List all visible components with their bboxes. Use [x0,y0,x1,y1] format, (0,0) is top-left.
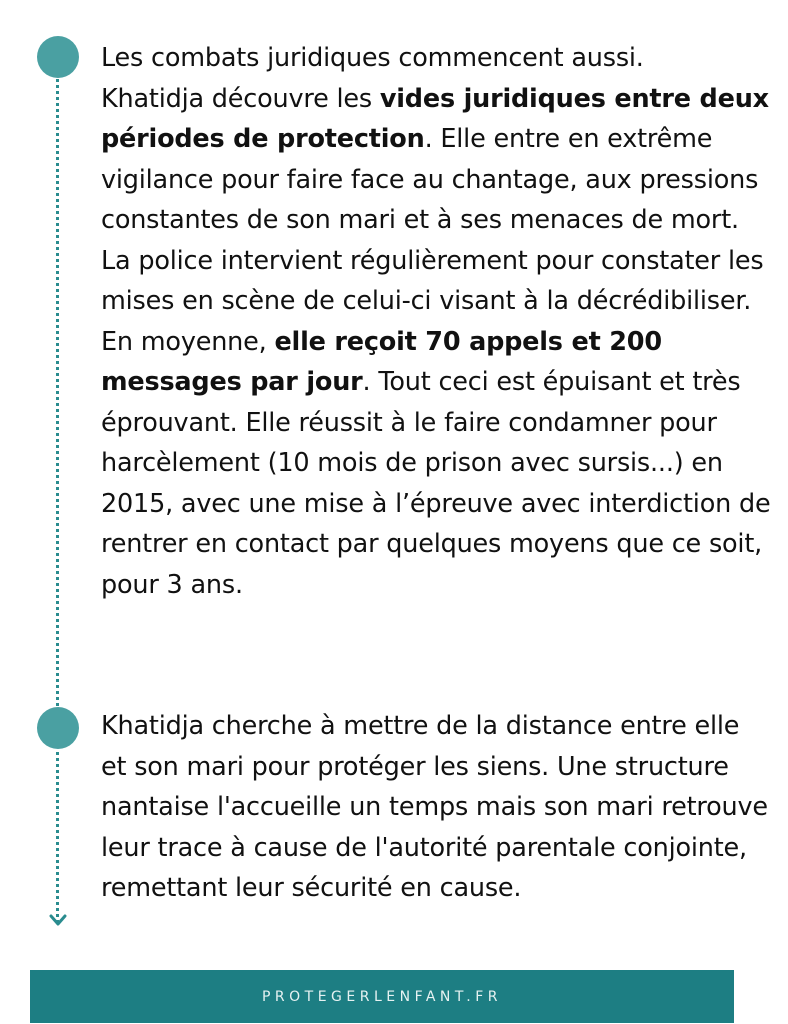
paragraph-harassment [101,322,771,606]
highlight-text: elle reçoit 70 appels et 200 messages par jour [101,326,662,397]
footer-url: PROTEGERLENFANT.FR [261,988,503,1005]
timeline-dotted-line [56,745,59,923]
text-run: . Elle entre en extrême vigilance pour faire face au chantage, aux pressions constantes de son mari et à ses menaces de mort. La police intervient régulièrement pour constater les mises en scène de celui-ci visant à la décrédibiliser. [101,124,764,316]
text-run: En moyenne, [101,326,275,357]
highlight-text: vides juridiques entre deux périodes de protection [101,83,769,154]
chevron-down-icon [48,913,68,929]
paragraph-legal-battles [101,38,771,322]
text-run: . Tout ceci est épuisant et très éprouvant. Elle réussit à le faire condamner pour harcèlement (10 mois de prison avec sursis...) en 2015, avec une mise à l’épreuve avec interdiction de rentrer en contact par quelques moyens que ce soit, pour 3 ans. [101,367,771,600]
circle-bullet-icon [37,36,79,78]
text-run: Khatidja découvre les [101,83,380,114]
circle-bullet-icon [37,707,79,749]
intro-line: Les combats juridiques commencent aussi. [101,43,644,73]
footer-banner [30,970,734,1023]
paragraph-distance: Khatidja cherche à mettre de la distance entre elle et son mari pour protéger les siens. Une structure nantaise l'accueille un temps mais son mari retrouve leur trace à cause de l'autorité parentale conjointe, remettant leur sécurité en cause. [101,711,768,903]
timeline-entry-2 [101,706,771,909]
timeline-entry-1 [101,38,771,605]
timeline-dotted-line [56,72,59,712]
